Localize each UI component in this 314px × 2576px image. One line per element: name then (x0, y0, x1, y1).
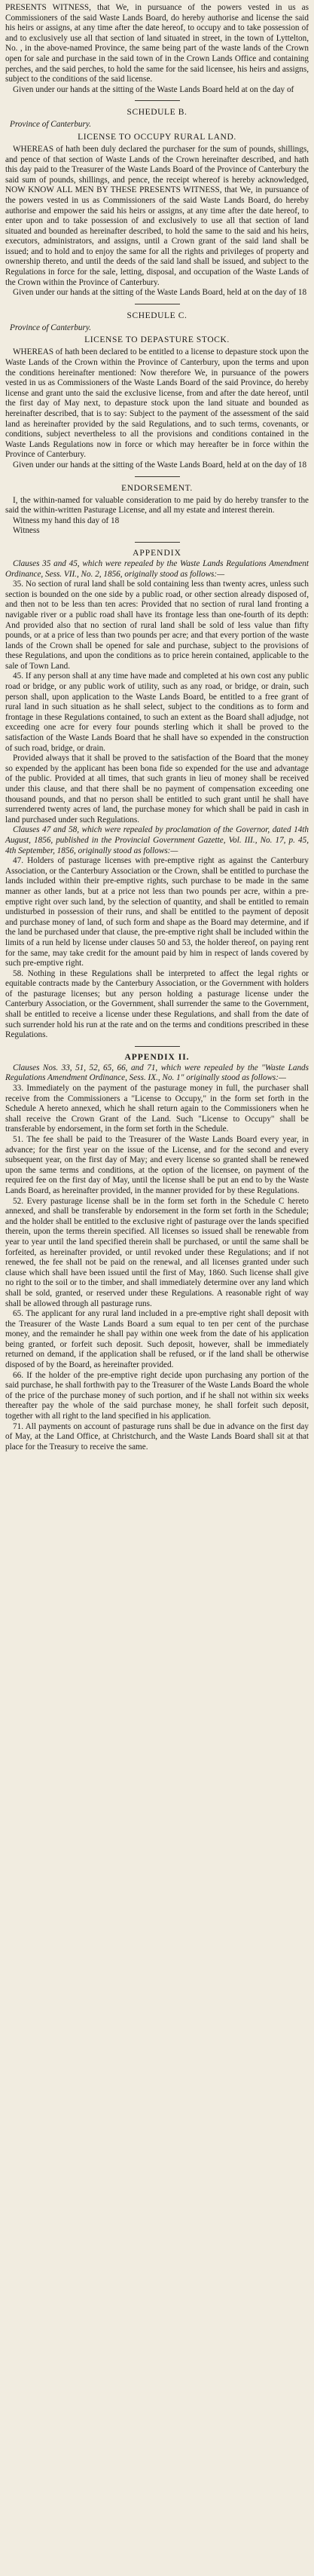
schedule-b-given-under: Given under our hands at the sitting of the Waste Lands Board, held at on the day of 18 (13, 288, 307, 298)
schedule-b-province: Province of Canterbury. (10, 120, 92, 130)
endorsement-witness: Witness (13, 526, 40, 536)
schedule-c-title: SCHEDULE C. (127, 311, 187, 320)
schedule-b-license-title: LICENSE TO OCCUPY RURAL LAND. (78, 132, 236, 142)
appendix-two-clause-66: 66. If the holder of the pre-emptive right decide upon purchasing any portion of the said purchase, he shall forthwith pay to the Treasurer of the Waste Lands Board the whole of the price of the purchase money of such portion, and if he shall not within six weeks thereafter pay the whole of the said purchase money, he shall forfeit such deposit, together with all right to the land specified in his application. (5, 1370, 309, 1421)
appendix-two-clause-65: 65. The applicant for any rural land included in a pre-emptive right shall deposit with the Treasurer of the Waste Lands Board a sum equal to ten per cent of the purchase money, and the remainder he shall pay within one week from the date of his application being granted, or forfeit such deposit. Such deposit, however, shall be immediately returned on demand, if the application shall be refused, or if the land shall be otherwise disposed of by the Board, as hereinafter provided. (5, 1309, 309, 1370)
appendix-one-clause-35: 35. No section of rural land shall be sold containing less than twenty acres, unless such section is bounded on the one side by a public road, or other section already disposed of, and then not to be less than ten acres: Provided that no section of rural land fronting a navigable river or a public road shall have its frontage less than one-fourth of its depth: And provided also that no section of rural land shall be sold of less value than fifty pounds, or at a price of less than two pounds per acre; and that every portion of the waste lands of the Crown shall be opened for sale and purchase, subject to the provisions of these Regulations, and upon the conditions as to price herein contained, applicable to the sale of Town Land. (5, 580, 309, 671)
endorsement-title: ENDORSEMENT. (121, 483, 193, 493)
appendix-two-clause-33: 33. Immediately on the payment of the pasturage money in full, the purchaser shall receive from the Commissioners a "License to Occupy," in the form set forth in the Schedule A hereto annexed, which he shall return again to the Commissioners when he shall receive the Crown Grant of the Land. Such "License to Occupy" shall be transferable by endorsement, in the form set forth in the Schedule. (5, 1084, 309, 1134)
appendix-two-clause-51: 51. The fee shall be paid to the Treasurer of the Waste Lands Board every year, in advance; for the first year on the issue of the License, and for the second and every subsequent year, on the first day of May; and every license so granted shall be renewed upon the same terms and conditions, at the option of the licensee, on payment of the required fee on the first day of May, until the license shall be put an end to by the Waste Lands Board, as hereinafter provided, in the manner provided for by these Regulations. (5, 1135, 309, 1195)
schedule-c-license-title: LICENSE TO DEPASTURE STOCK. (84, 335, 230, 345)
appendix-one-proviso: Provided always that it shall be proved to the satisfaction of the Board that the money so expended by the applicant has been bona fide so expended for the use and advantage of the public. Provided at all times, that such grants in lieu of money shall be received under this clause, and that there shall be no payment of compensation exceeding one thousand pounds, and that no person shall be entitled to such grant until he shall have surrendered twenty acres of land, the purchase money for which shall be paid in cash in land purchased under such Regulations. (5, 754, 309, 825)
endorsement-body: I, the within-named for valuable consideration to me paid by do hereby transfer to the said the within-written Pasturage License, and all my estate and interest therein. (5, 495, 309, 516)
schedule-b-title: SCHEDULE B. (127, 108, 187, 118)
section-divider (135, 100, 180, 101)
appendix-one-clause-45: 45. If any person shall at any time have made and completed at his own cost any public road or bridge, or any public work of utility, such as any road, or bridge, or drain, such person shall, upon application to the Waste Lands Board, be entitled to a free grant of rural land in such situation as he shall select, subject to the conditions as to form and frontage in these Regulations contained, to such an extent as the Board shall adjudge, not exceeding one acre for every four pounds sterling which it shall be proved to the satisfaction of the Waste Lands Board that he shall have so expended in the construction of such road, bridge, or drain. (5, 672, 309, 753)
appendix-one-clause-head-2: Clauses 47 and 58, which were repealed by proclamation of the Governor, dated 14th August, 1856, published in the Provincial Government Gazette, Vol. III., No. 17, p. 45, 4th September, 1856, originally stood as follows:— (5, 825, 309, 855)
appendix-two-clause-head: Clauses Nos. 33, 51, 52, 65, 66, and 71, which were repealed by the "Waste Lands Regulations Amendment Ordinance, Sess. IX., No. 1" originally stood as follows:— (5, 1063, 309, 1083)
section-divider (135, 1046, 180, 1047)
endorsement-witness-hand: Witness my hand this day of 18 (13, 516, 120, 525)
intro-paragraph: PRESENTS WITNESS, that We, in pursuance of the powers vested in us as Commissioners of the said Waste Lands Board, do hereby authorise and license the said his heirs or assigns, at any time after the date hereof, to occupy and to take possession of and to exclusively use all that section of land situated in street, in the town of Lyttelton, No. , in the above-named Province, the same being part of the waste lands of the Crown open for sale and purchase in the said town of in the Crown Lands Office and containing perches, and the said perches, to hold the same for the said licensee, his heirs and assigns, subject to the conditions of the said license. (5, 3, 309, 84)
appendix-two-clause-71: 71. All payments on account of pasturage runs shall be due in advance on the first day of May, at the Land Office, at Christchurch, and the Waste Lands Board shall sit at that place for the Treasury to receive the same. (5, 1421, 309, 1452)
appendix-one-clause-47: 47. Holders of pasturage licenses with pre-emptive right as against the Canterbury Association, or the Canterbury Association or the Crown, shall be entitled to purchase the lands included within their pre-emptive rights, such purchase to be made in the same manner as other lands, but at a price not less than two pounds per acre, within a pre-emptive right over such land, by the selection of quantity, and shall be entitled to remain undisturbed in possession of their runs, and shall be entitled to the payment of deposit and purchase money of land, of such form and shape as the Board may determine, and if the land be purchased under that clause, the pre-emptive right shall be included within the limits of a run held by license under clauses 50 and 53, the holder thereof, on paying rent for the same, may take credit for the amount paid by him in respect of lands covered by such pre-emptive right. (5, 856, 309, 968)
intro-given-under: Given under our hands at the sitting of the Waste Lands Board held at on the day of (13, 84, 294, 94)
schedule-b-body: WHEREAS of hath been duly declared the purchaser for the sum of pounds, shillings, and pence of that section of Waste Lands of the Crown hereinafter described, and hath this day paid to the Treasurer of the Waste Lands Board of the Province of Canterbury the said sum of pounds, shillings, and pence, the receipt whereof is hereby acknowledged, NOW KNOW ALL MEN BY THESE PRESENTS WITNESS, that We, in pursuance of the powers vested in us as Commissioners of the said Waste Lands Board, do hereby authorise and empower the said his heirs or assigns, at any time after the date hereof, to enter upon and to take possession of and exclusively to use all that section of land situated and bounded as hereinafter described, to hold the same to the said and his heirs, executors, administrators, and assigns, until a Crown grant of the said land shall be issued; and to hold and to enjoy the same for all the rights and privileges of property and ownership thereto, and until the deeds of the said land shall be issued, and subject to the Regulations in force for the sale, letting, disposal, and occupation of the Waste Lands of the Crown within the Province of Canterbury. (5, 144, 309, 287)
section-divider (135, 476, 180, 477)
schedule-c-body: WHEREAS of hath been declared to be entitled to a license to depasture stock upon the Waste Lands of the Crown within the Province of Canterbury, upon the terms and upon the conditions hereinafter mentioned: Now therefore We, in pursuance of the powers vested in us as Commissioners of the Waste Lands Board of the said Province, do hereby license and grant unto the said the exclusive license, from and after the date hereof, until the first day of May next, to depasture stock upon the land situate and bounded as hereinafter described, that is to say: Subject to the payment of the assessment of the said land as hereinafter provided by the said Regulations, and to such terms, covenants, or conditions, subject nevertheless to all the provisions and conditions contained in the Waste Lands Regulations now in force or which may hereafter be in force within the Province of Canterbury. (5, 347, 309, 460)
schedule-c-given-under: Given under our hands at the sitting of the Waste Lands Board, held at on the day of 18 (13, 460, 307, 470)
appendix-one-clause-head: Clauses 35 and 45, which were repealed by the Waste Lands Regulations Amendment Ordinance, Sess. VII., No. 2, 1856, originally stood as follows:— (5, 558, 309, 579)
section-divider (135, 542, 180, 543)
appendix-two-title: APPENDIX II. (124, 1052, 190, 1062)
appendix-two-clause-52: 52. Every pasturage license shall be in the form set forth in the Schedule C hereto annexed, and shall be transferable by endorsement in the form set forth in the Schedule; and the holder shall be entitled to the exclusive right of pasturage over the lands specified therein, upon the terms therein specified. All licenses so issued shall be renewable from year to year until the land specified therein shall be purchased, or until the same shall be forfeited, as hereinafter provided, or until revoked under these Regulations; and if not renewed, the fee shall not be paid on the renewal, and all licenses granted under such clause which shall have been issued until the first of May, 1860. Such license shall give no right to the soil or to the timber, and shall immediately determine over any land which shall be sold, granted, or reserved under these Regulations. A reasonable right of way shall be allowed through all pasturage runs. (5, 1196, 309, 1308)
appendix-one-clause-58: 58. Nothing in these Regulations shall be interpreted to affect the legal rights or equitable contracts made by the Canterbury Association, or the Government with holders of the pasturage licenses; but any person holding a pasturage license under the Canterbury Association, or the Government, shall surrender the same to the Government, shall be entitled to receive a license under these Regulations, and shall from the date of such surrender hold his run at the rate and on the terms and conditions prescribed in these Regulations. (5, 968, 309, 1040)
schedule-c-province: Province of Canterbury. (10, 323, 92, 332)
appendix-one-title: APPENDIX (133, 548, 181, 558)
